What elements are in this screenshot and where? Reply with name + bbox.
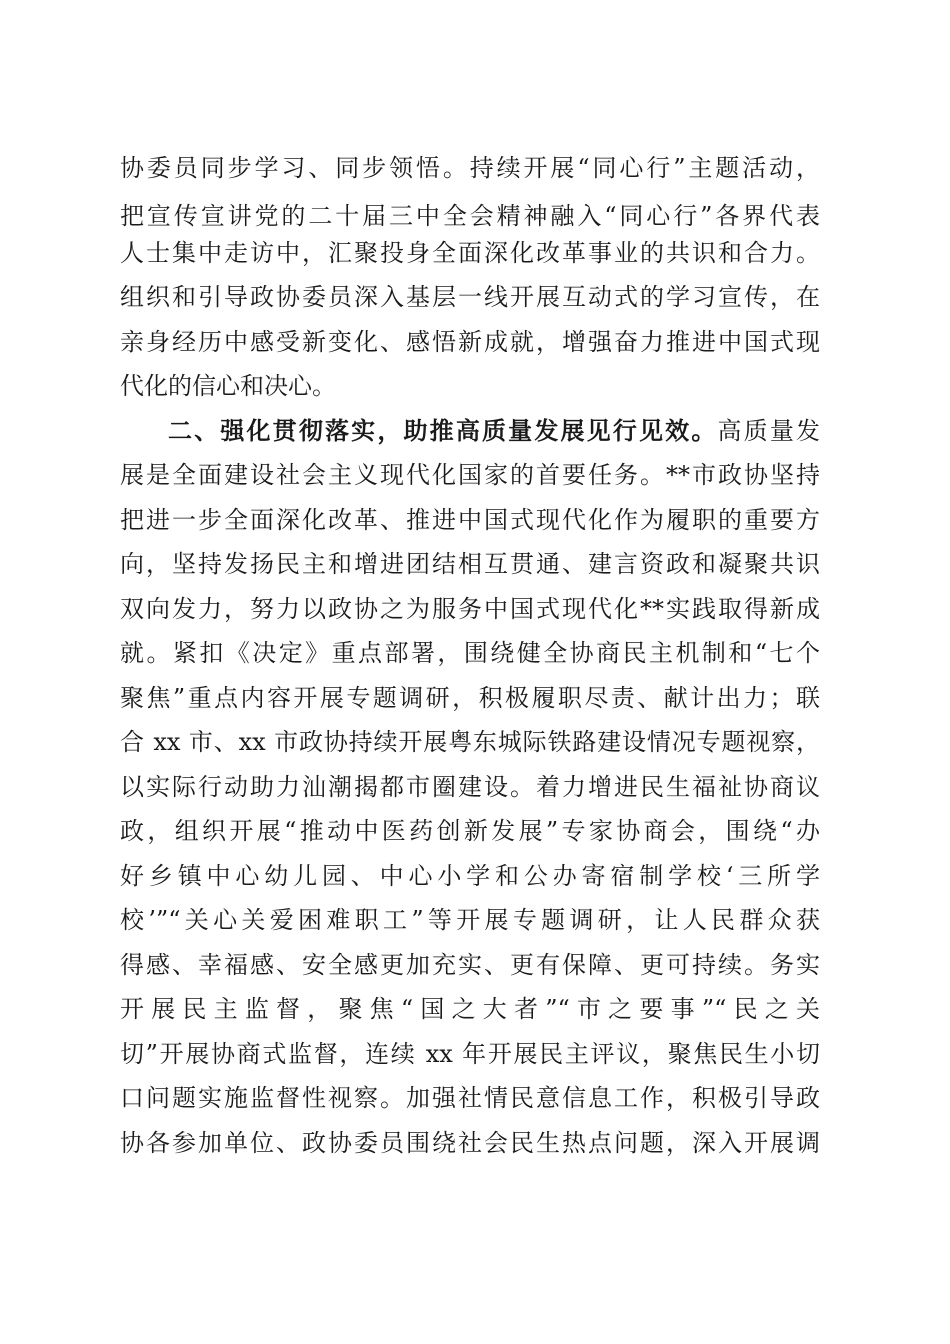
paragraph-2-line: 校’”“关心关爱困难职工”等开展专题调研，让人民群众获 <box>120 906 820 934</box>
paragraph-1-line: 亲身经历中感受新变化、感悟新成就，增强奋力推进中国式现 <box>120 328 820 356</box>
paragraph-1-line: 代化的信心和决心。 <box>120 372 336 400</box>
paragraph-1-line: 把宣传宣讲党的二十届三中全会精神融入“同心行”各界代表 <box>120 202 820 230</box>
paragraph-2-line: 就。紧扣《决定》重点部署，围绕健全协商民主机制和“七个 <box>120 639 820 667</box>
paragraph-2-line: 开展民主监督，聚焦“国之大者”“市之要事”“民之关 <box>120 995 820 1023</box>
paragraph-1-line: 组织和引导政协委员深入基层一线开展互动式的学习宣传，在 <box>120 283 820 311</box>
paragraph-2-line: 双向发力，努力以政协之为服务中国式现代化**实践取得新成 <box>120 595 820 623</box>
paragraph-2-line: 好乡镇中心幼儿园、中心小学和公办寄宿制学校‘三所学 <box>120 862 820 890</box>
paragraph-2-line: 政，组织开展“推动中医药创新发展”专家协商会，围绕“办 <box>120 817 820 845</box>
paragraph-2-line: 把进一步全面深化改革、推进中国式现代化作为履职的重要方 <box>120 506 820 534</box>
paragraph-2-line: 切”开展协商式监督，连续 xx 年开展民主评议，聚焦民生小切 <box>120 1040 820 1068</box>
paragraph-2-line: 得感、幸福感、安全感更加充实、更有保障、更可持续。务实 <box>120 951 820 979</box>
paragraph-2-line: 以实际行动助力汕潮揭都市圈建设。着力增进民生福祉协商议 <box>120 773 820 801</box>
paragraph-2-first-line <box>168 407 820 455</box>
paragraph-2-first-line-rest: 高质量发 <box>717 417 820 445</box>
paragraph-1-line: 人士集中走访中，汇聚投身全面深化改革事业的共识和合力。 <box>120 239 820 267</box>
paragraph-2-line: 展是全面建设社会主义现代化国家的首要任务。**市政协坚持 <box>120 461 820 489</box>
section-heading: 二、强化贯彻落实，助推高质量发展见行见效。 <box>168 417 718 445</box>
paragraph-1-line: 协委员同步学习、同步领悟。持续开展“同心行”主题活动， <box>120 154 820 182</box>
paragraph-2-line: 聚焦”重点内容开展专题调研，积极履职尽责、献计出力；联 <box>120 684 820 712</box>
paragraph-2-line: 向，坚持发扬民主和增进团结相互贯通、建言资政和凝聚共识 <box>120 550 820 578</box>
paragraph-2-line: 口问题实施监督性视察。加强社情民意信息工作，积极引导政 <box>120 1084 820 1112</box>
paragraph-2-line: 合 xx 市、xx 市政协持续开展粤东城际铁路建设情况专题视察， <box>120 728 820 756</box>
paragraph-2-line: 协各参加单位、政协委员围绕社会民生热点问题，深入开展调 <box>120 1129 820 1157</box>
